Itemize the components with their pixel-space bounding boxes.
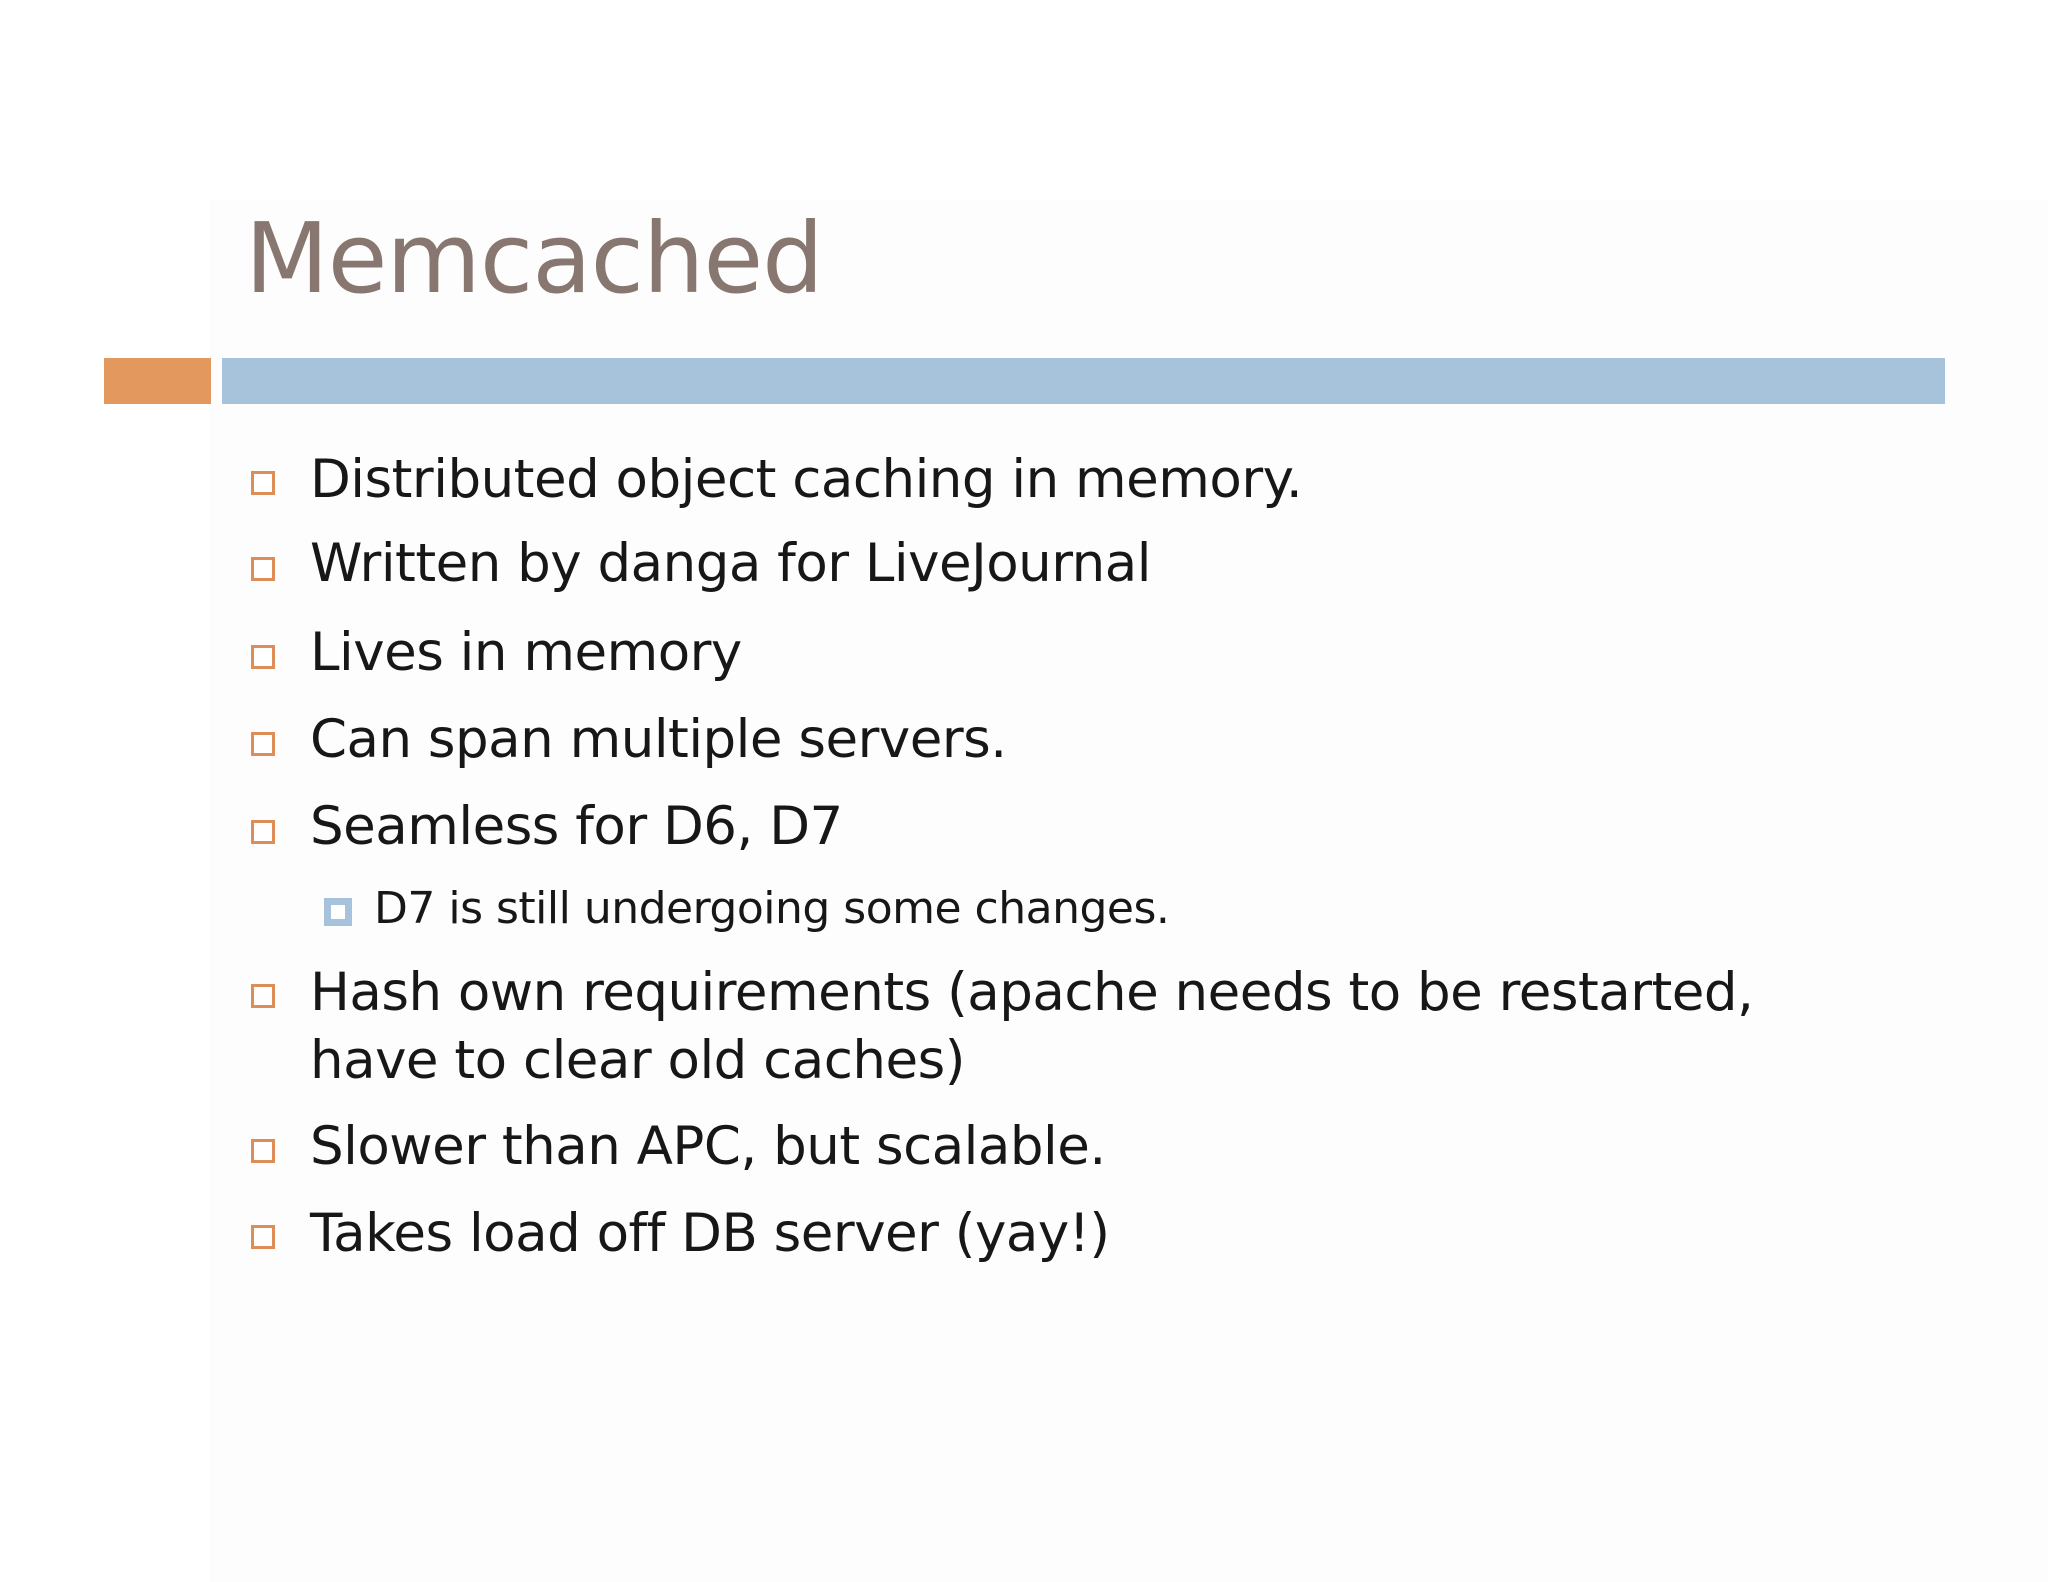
slide-title: Memcached <box>245 202 823 315</box>
bullet-text: Seamless for D6, D7 <box>310 796 843 857</box>
bullet-text: Can span multiple servers. <box>310 709 1007 770</box>
bullet-text-line-2: have to clear old caches) <box>310 1030 965 1091</box>
bullet-text: Written by danga for LiveJournal <box>310 533 1151 594</box>
square-bullet-icon <box>251 820 275 844</box>
bullet-text-line-1: Hash own requirements (apache needs to be restarted, <box>310 962 1754 1023</box>
bullet-text: Distributed object caching in memory. <box>310 449 1303 510</box>
filled-square-bullet-icon <box>324 898 352 926</box>
bullet-text: Lives in memory <box>310 622 742 683</box>
square-bullet-icon <box>251 1225 275 1249</box>
square-bullet-icon <box>251 732 275 756</box>
square-bullet-icon <box>251 1139 275 1163</box>
title-accent-bar-orange <box>104 358 211 404</box>
square-bullet-icon <box>251 984 275 1008</box>
bullet-text: Slower than APC, but scalable. <box>310 1116 1106 1177</box>
square-bullet-icon <box>251 471 275 495</box>
title-accent-bar-blue <box>222 358 1945 404</box>
square-bullet-icon <box>251 645 275 669</box>
sub-bullet-text: D7 is still undergoing some changes. <box>374 883 1170 934</box>
square-bullet-icon <box>251 557 275 581</box>
bullet-text: Takes load off DB server (yay!) <box>310 1203 1110 1264</box>
